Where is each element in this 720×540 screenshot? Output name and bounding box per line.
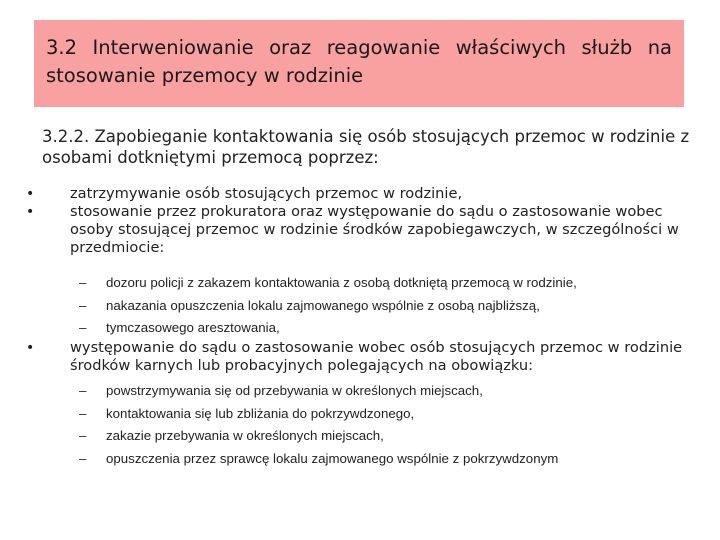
sub-bullet-item — [79, 295, 699, 318]
dash-icon: – — [79, 383, 87, 398]
bullet-icon: • — [26, 340, 35, 356]
slide-title: 3.2 Interweniowanie oraz reagowanie właściwych służb na stosowanie przemocy w rodzinie — [46, 36, 672, 87]
dash-icon: – — [79, 297, 87, 313]
bullet-item — [26, 203, 696, 257]
bullet-list-bottom — [26, 339, 696, 375]
sub-bullet-list-b — [79, 380, 699, 470]
sub-bullet-list-a — [79, 272, 699, 340]
sub-bullet-item — [79, 272, 699, 295]
bullet-icon: • — [26, 204, 35, 220]
sub-bullet-text: opuszczenia przez sprawcę lokalu zajmowanego wspólnie z pokrzywdzonym — [106, 450, 559, 466]
sub-bullet-text: nakazania opuszczenia lokalu zajmowanego wspólnie z osobą najbliższą, — [106, 297, 540, 313]
sub-bullet-item — [79, 425, 699, 448]
dash-icon: – — [79, 275, 87, 290]
bullet-list-top — [26, 185, 696, 257]
dash-icon: – — [79, 450, 87, 466]
bullet-item — [26, 185, 696, 203]
sub-bullet-text: dozoru policji z zakazem kontaktowania z osobą dotkniętą przemocą w rodzinie, — [106, 275, 577, 290]
sub-bullet-item — [79, 380, 699, 403]
sub-bullet-item — [79, 403, 699, 426]
bullet-item — [26, 339, 696, 375]
bullet-text: występowanie do sądu o zastosowanie wobec osób stosujących przemoc w rodzinie środków karnych lub probacyjnych polegających na obowiązku: — [70, 339, 683, 374]
slide-subtitle: 3.2.2. Zapobieganie kontaktowania się osób stosujących przemoc w rodzinie z osobami dotkniętymi przemocą poprzez: — [42, 127, 690, 167]
sub-bullet-item — [79, 448, 699, 471]
dash-icon: – — [79, 320, 87, 335]
dash-icon: – — [79, 405, 87, 421]
bullet-icon: • — [26, 186, 35, 202]
sub-bullet-text: powstrzymywania się od przebywania w określonych miejscach, — [106, 383, 483, 398]
title-box — [34, 20, 684, 107]
sub-bullet-text: kontaktowania się lub zbliżania do pokrzywdzonego, — [106, 405, 415, 421]
bullet-text: zatrzymywanie osób stosujących przemoc w rodzinie, — [70, 185, 463, 202]
bullet-text: stosowanie przez prokuratora oraz występowanie do sądu o zastosowanie wobec osoby stosującej przemoc w rodzinie środków zapobiegawczych, w szczególności w przedmiocie: — [70, 203, 679, 256]
sub-bullet-text: tymczasowego aresztowania, — [106, 320, 280, 335]
sub-bullet-item — [79, 317, 699, 340]
sub-bullet-text: zakazie przebywania w określonych miejscach, — [106, 428, 384, 443]
dash-icon: – — [79, 428, 87, 443]
